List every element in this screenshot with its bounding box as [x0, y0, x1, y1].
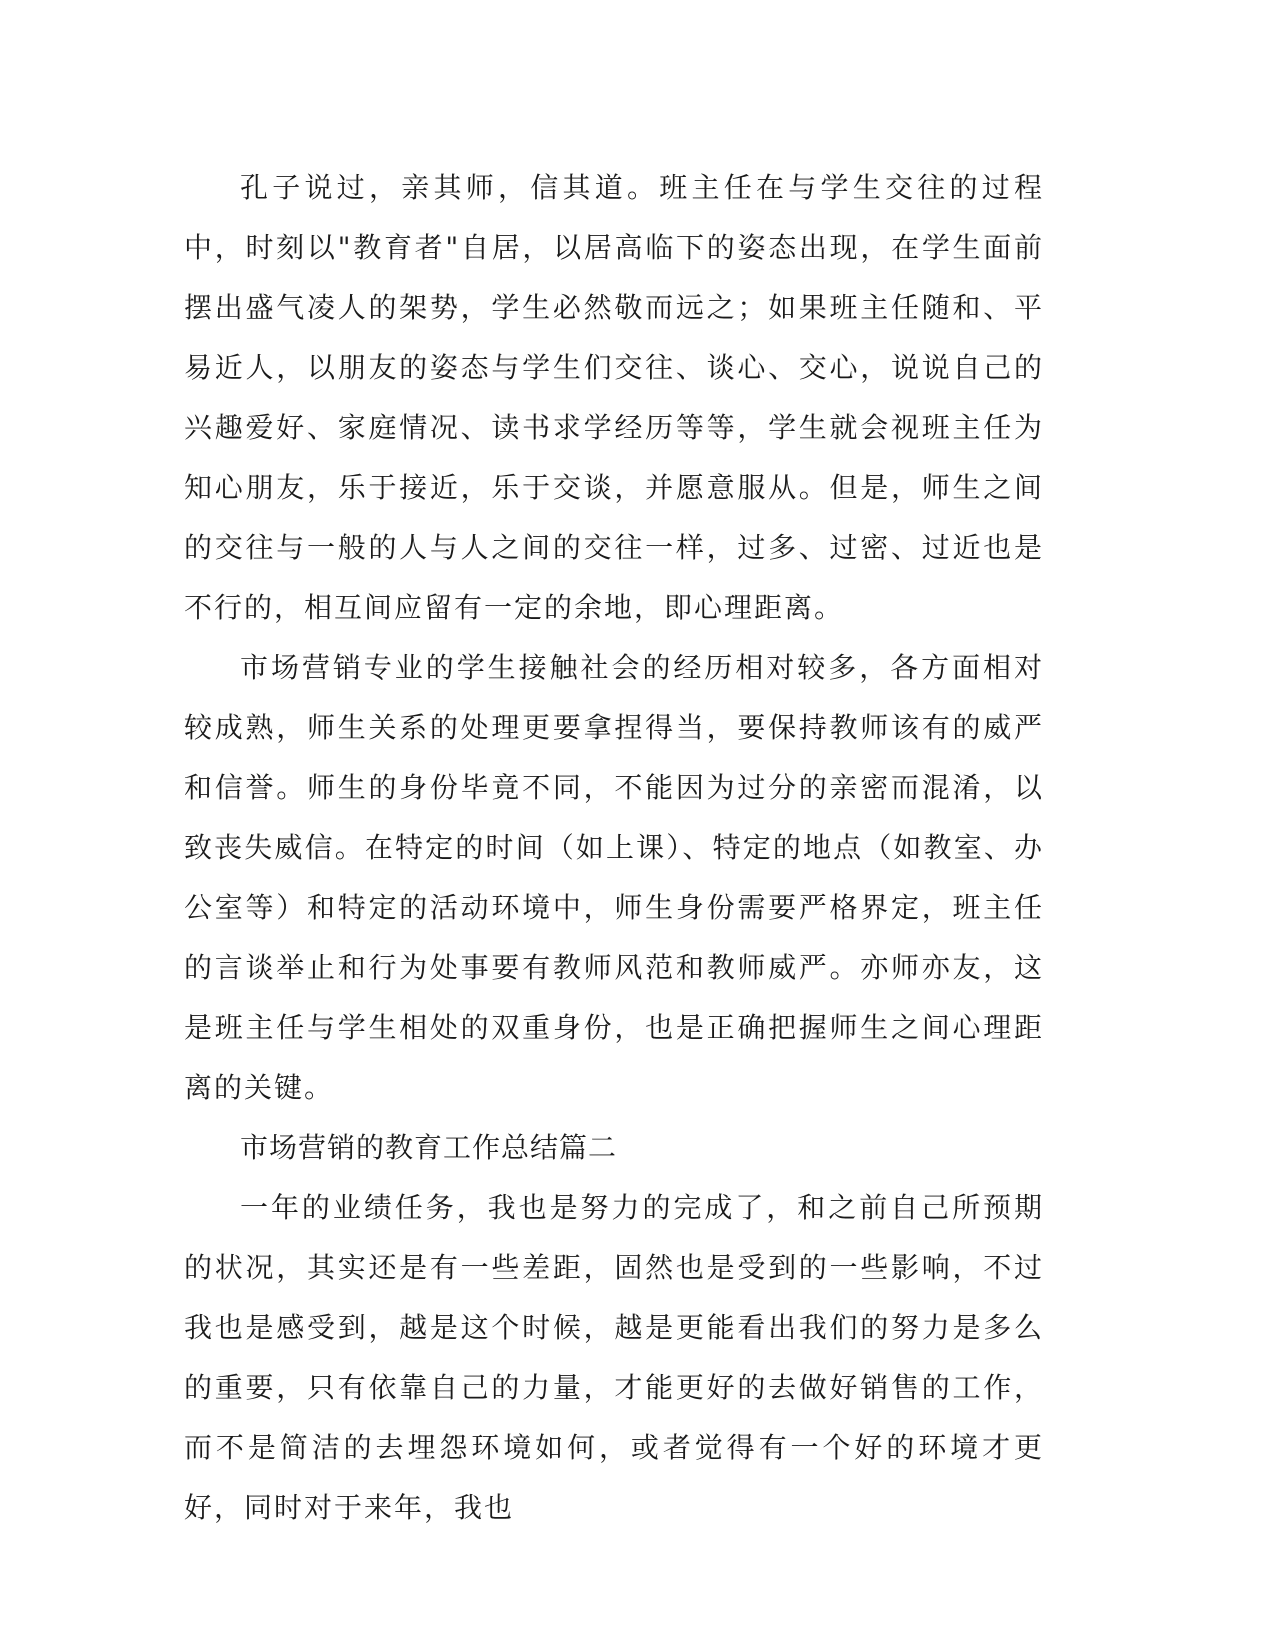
document-body — [184, 158, 1044, 1538]
paragraph-annual-performance: 一年的业绩任务，我也是努力的完成了，和之前自己所预期的状况，其实还是有一些差距，固然也是受到的一些影响，不过我也是感受到，越是这个时候，越是更能看出我们的努力是多么的重要，只有依靠自己的力量，才能更好的去做好销售的工作，而不是简洁的去埋怨环境如何，或者觉得有一个好的环境才更好，同时对于来年，我也 — [184, 1191, 1044, 1524]
section-heading: 市场营销的教育工作总结篇二 — [240, 1131, 618, 1164]
paragraph-teacher-student-distance: 孔子说过，亲其师，信其道。班主任在与学生交往的过程中，时刻以"教育者"自居，以居高临下的姿态出现，在学生面前摆出盛气凌人的架势，学生必然敬而远之；如果班主任随和、平易近人，以朋友的姿态与学生们交往、谈心、交心，说说自己的兴趣爱好、家庭情况、读书求学经历等等，学生就会视班主任为知心朋友，乐于接近，乐于交谈，并愿意服从。但是，师生之间的交往与一般的人与人之间的交往一样，过多、过密、过近也是不行的，相互间应留有一定的余地，即心理距离。 — [184, 171, 1044, 624]
paragraph-marketing-students: 市场营销专业的学生接触社会的经历相对较多，各方面相对较成熟，师生关系的处理更要拿捏得当，要保持教师该有的威严和信誉。师生的身份毕竟不同，不能因为过分的亲密而混淆，以致丧失威信。在特定的时间（如上课）、特定的地点（如教室、办公室等）和特定的活动环境中，师生身份需要严格界定，班主任的言谈举止和行为处事要有教师风范和教师威严。亦师亦友，这是班主任与学生相处的双重身份，也是正确把握师生之间心理距离的关键。 — [184, 651, 1044, 1104]
